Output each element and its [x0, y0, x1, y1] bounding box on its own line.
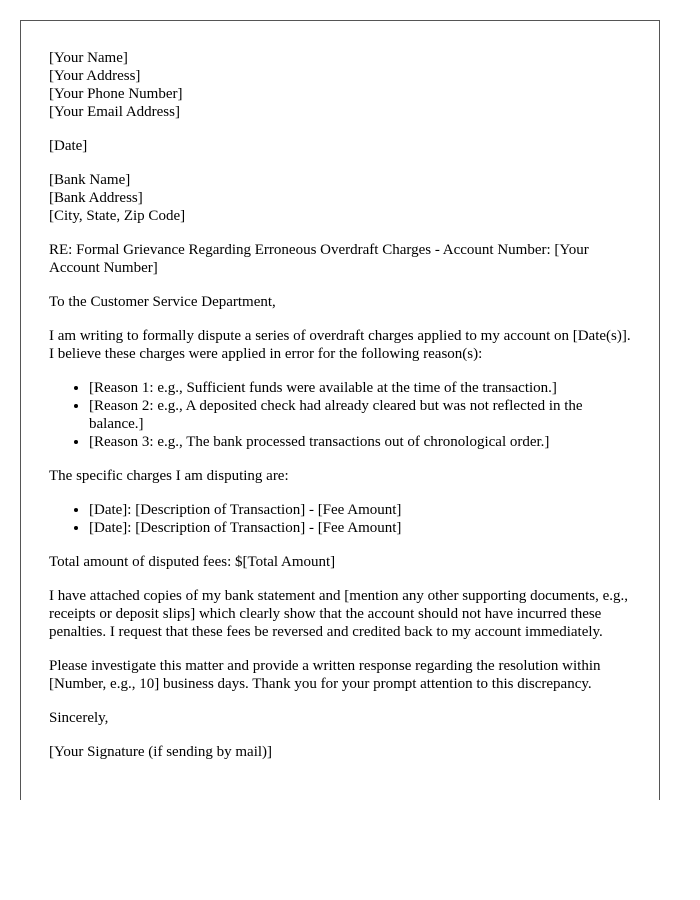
letter-page: [20, 20, 660, 800]
salutation: To the Customer Service Department,: [49, 294, 276, 310]
charges-intro: The specific charges I am disputing are:: [49, 468, 289, 484]
letter-body: [49, 49, 634, 777]
sender-name: [Your Name]: [49, 50, 128, 66]
sender-address: [Your Address]: [49, 68, 141, 84]
closing: Sincerely,: [49, 710, 109, 726]
charges-list: [49, 501, 634, 537]
reasons-list: [49, 379, 634, 451]
reason-item: • [Reason 1: e.g., Sufficient funds were available at the time of the transaction.]: [89, 379, 634, 397]
bank-address: [Bank Address]: [49, 190, 143, 206]
charge-item: • [Date]: [Description of Transaction] - [Fee Amount]: [89, 501, 634, 519]
charge-item: • [Date]: [Description of Transaction] - [Fee Amount]: [89, 519, 634, 537]
attachments-paragraph: I have attached copies of my bank statement and [mention any other supporting documents, e.g., receipts or deposit slips] which clearly show that the account should not have incurred these penalties. I request that these fees be reversed and credited back to my account immediately.: [49, 588, 629, 640]
letter-date: [Date]: [49, 138, 88, 154]
bank-city-state-zip: [City, State, Zip Code]: [49, 208, 186, 224]
reason-item: • [Reason 2: e.g., A deposited check had already cleared but was not reflected in the balance.]: [89, 397, 634, 433]
reason-item: • [Reason 3: e.g., The bank processed transactions out of chronological order.]: [89, 433, 634, 451]
sender-email: [Your Email Address]: [49, 104, 180, 120]
recipient-block: [49, 171, 634, 225]
sender-phone: [Your Phone Number]: [49, 86, 183, 102]
bank-name: [Bank Name]: [49, 172, 131, 188]
sender-block: [49, 49, 634, 121]
request-paragraph: Please investigate this matter and provide a written response regarding the resolution within [Number, e.g., 10] business days. Thank you for your prompt attention to this discrepancy.: [49, 658, 601, 692]
signature-line: [Your Signature (if sending by mail)]: [49, 744, 273, 760]
subject-line: RE: Formal Grievance Regarding Erroneous Overdraft Charges - Account Number: [Your Account Number]: [49, 242, 589, 276]
intro-paragraph: I am writing to formally dispute a series of overdraft charges applied to my account on [Date(s)]. I believe these charges were applied in error for the following reason(s):: [49, 328, 631, 362]
total-disputed: Total amount of disputed fees: $[Total Amount]: [49, 554, 336, 570]
